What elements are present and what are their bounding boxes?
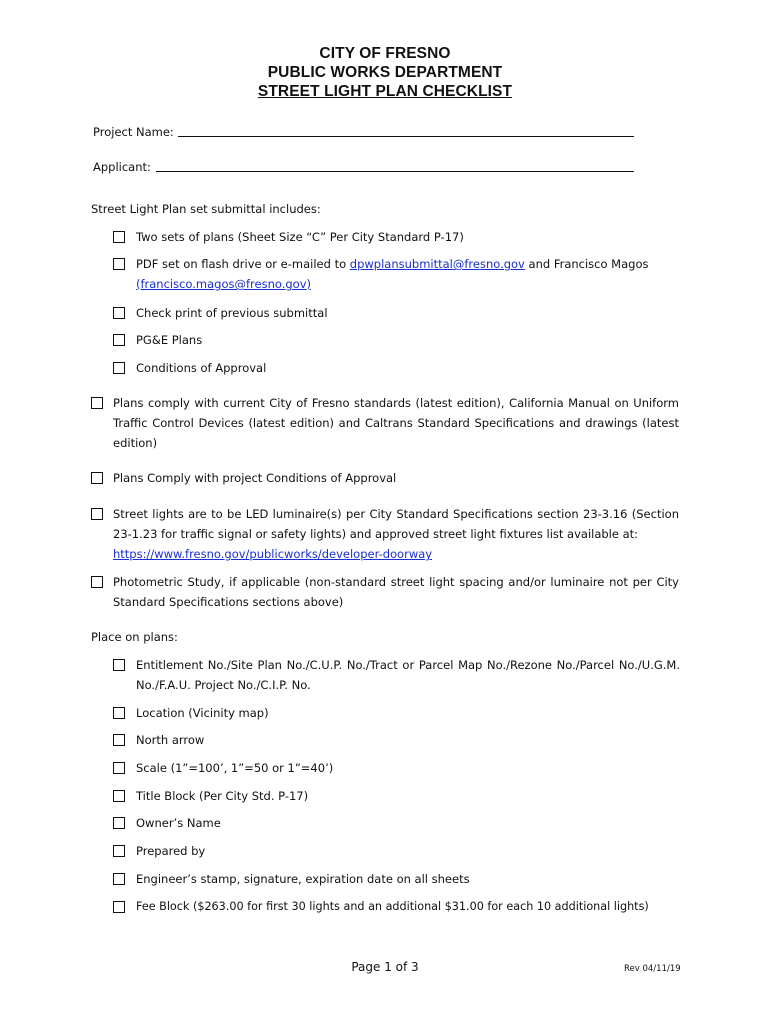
plan-item-label: Location (Vicinity map)	[136, 706, 269, 720]
place-on-plans-heading: Place on plans:	[91, 630, 178, 644]
checkbox[interactable]	[91, 576, 103, 588]
checkbox[interactable]	[113, 334, 125, 346]
applicant-field	[93, 157, 151, 177]
header-department: PUBLIC WORKS DEPARTMENT	[267, 64, 503, 81]
checkbox[interactable]	[113, 307, 125, 319]
plan-item-label: Fee Block ($263.00 for first 30 lights and an additional $31.00 for each 10 additional lights)	[136, 900, 649, 913]
plan-item-label: Engineer’s stamp, signature, expiration date on all sheets	[136, 872, 470, 886]
plan-item-label: Entitlement No./Site Plan No./C.U.P. No./Tract or Parcel Map No./Rezone No./Parcel No./U.G.M. No./F.A.U. Project No./C.I.P. No.	[136, 658, 680, 692]
checkbox[interactable]	[113, 231, 125, 243]
checkbox[interactable]	[113, 734, 125, 746]
led-requirement-text: Street lights are to be LED luminaire(s) per City Standard Specifications section 23-3.16 (Section 23-1.23 for traffic signal or safety lights) and approved street light fixtures list available at:	[113, 507, 679, 541]
checkbox[interactable]	[91, 472, 103, 484]
submittal-item-label: Conditions of Approval	[136, 361, 267, 375]
submittal-item-label	[136, 254, 676, 294]
checkbox[interactable]	[113, 817, 125, 829]
pdf-text-middle: and Francisco Magos	[524, 257, 649, 271]
header-title: STREET LIGHT PLAN CHECKLIST	[257, 83, 513, 100]
document-header	[0, 44, 770, 101]
checkbox[interactable]	[113, 258, 125, 270]
developer-doorway-link[interactable]: https://www.fresno.gov/publicworks/developer-doorway	[113, 547, 433, 561]
checkbox[interactable]	[113, 845, 125, 857]
submittal-item-label: Two sets of plans (Sheet Size “C” Per City Standard P-17)	[136, 230, 464, 244]
plan-item-label: North arrow	[136, 733, 205, 747]
page-number: Page 1 of 3	[351, 960, 419, 974]
applicant-line[interactable]	[156, 171, 634, 172]
checkbox[interactable]	[91, 397, 103, 409]
checkbox[interactable]	[113, 362, 125, 374]
revision-date: Rev 04/11/19	[624, 964, 681, 974]
requirement-label: Plans Comply with project Conditions of Approval	[113, 471, 397, 485]
plan-item-label: Prepared by	[136, 844, 206, 858]
requirement-label: Plans comply with current City of Fresno standards (latest edition), California Manual on Uniform Traffic Control Devices (latest edition) and Caltrans Standard Specifications and drawings (latest edition)	[113, 396, 679, 450]
checkbox[interactable]	[113, 762, 125, 774]
checkbox[interactable]	[113, 873, 125, 885]
requirement-label: Photometric Study, if applicable (non-standard street light spacing and/or luminaire not per City Standard Specifications sections above)	[113, 575, 679, 609]
plan-item-label: Scale (1”=100’, 1”=50 or 1”=40’)	[136, 761, 334, 775]
checkbox[interactable]	[113, 790, 125, 802]
submittal-item-label: PG&E Plans	[136, 333, 203, 347]
checkbox[interactable]	[113, 901, 125, 913]
checkbox[interactable]	[113, 707, 125, 719]
pdf-text: PDF set on flash drive or e-mailed to	[136, 257, 350, 271]
dpw-email-link[interactable]: dpwplansubmittal@fresno.gov	[349, 257, 525, 271]
applicant-label: Applicant:	[93, 160, 151, 174]
project-name-field	[93, 122, 174, 142]
project-name-line[interactable]	[178, 136, 634, 137]
submittal-item-label: Check print of previous submittal	[136, 306, 328, 320]
francisco-email-link[interactable]: (francisco.magos@fresno.gov)	[136, 277, 311, 291]
checkbox[interactable]	[91, 508, 103, 520]
submittal-heading: Street Light Plan set submittal includes:	[91, 202, 321, 216]
requirement-label	[113, 504, 679, 564]
plan-item-label: Owner’s Name	[136, 816, 221, 830]
plan-item-label: Title Block (Per City Std. P-17)	[136, 789, 309, 803]
header-city: CITY OF FRESNO	[319, 45, 451, 62]
project-name-label: Project Name:	[93, 125, 174, 139]
checkbox[interactable]	[113, 659, 125, 671]
